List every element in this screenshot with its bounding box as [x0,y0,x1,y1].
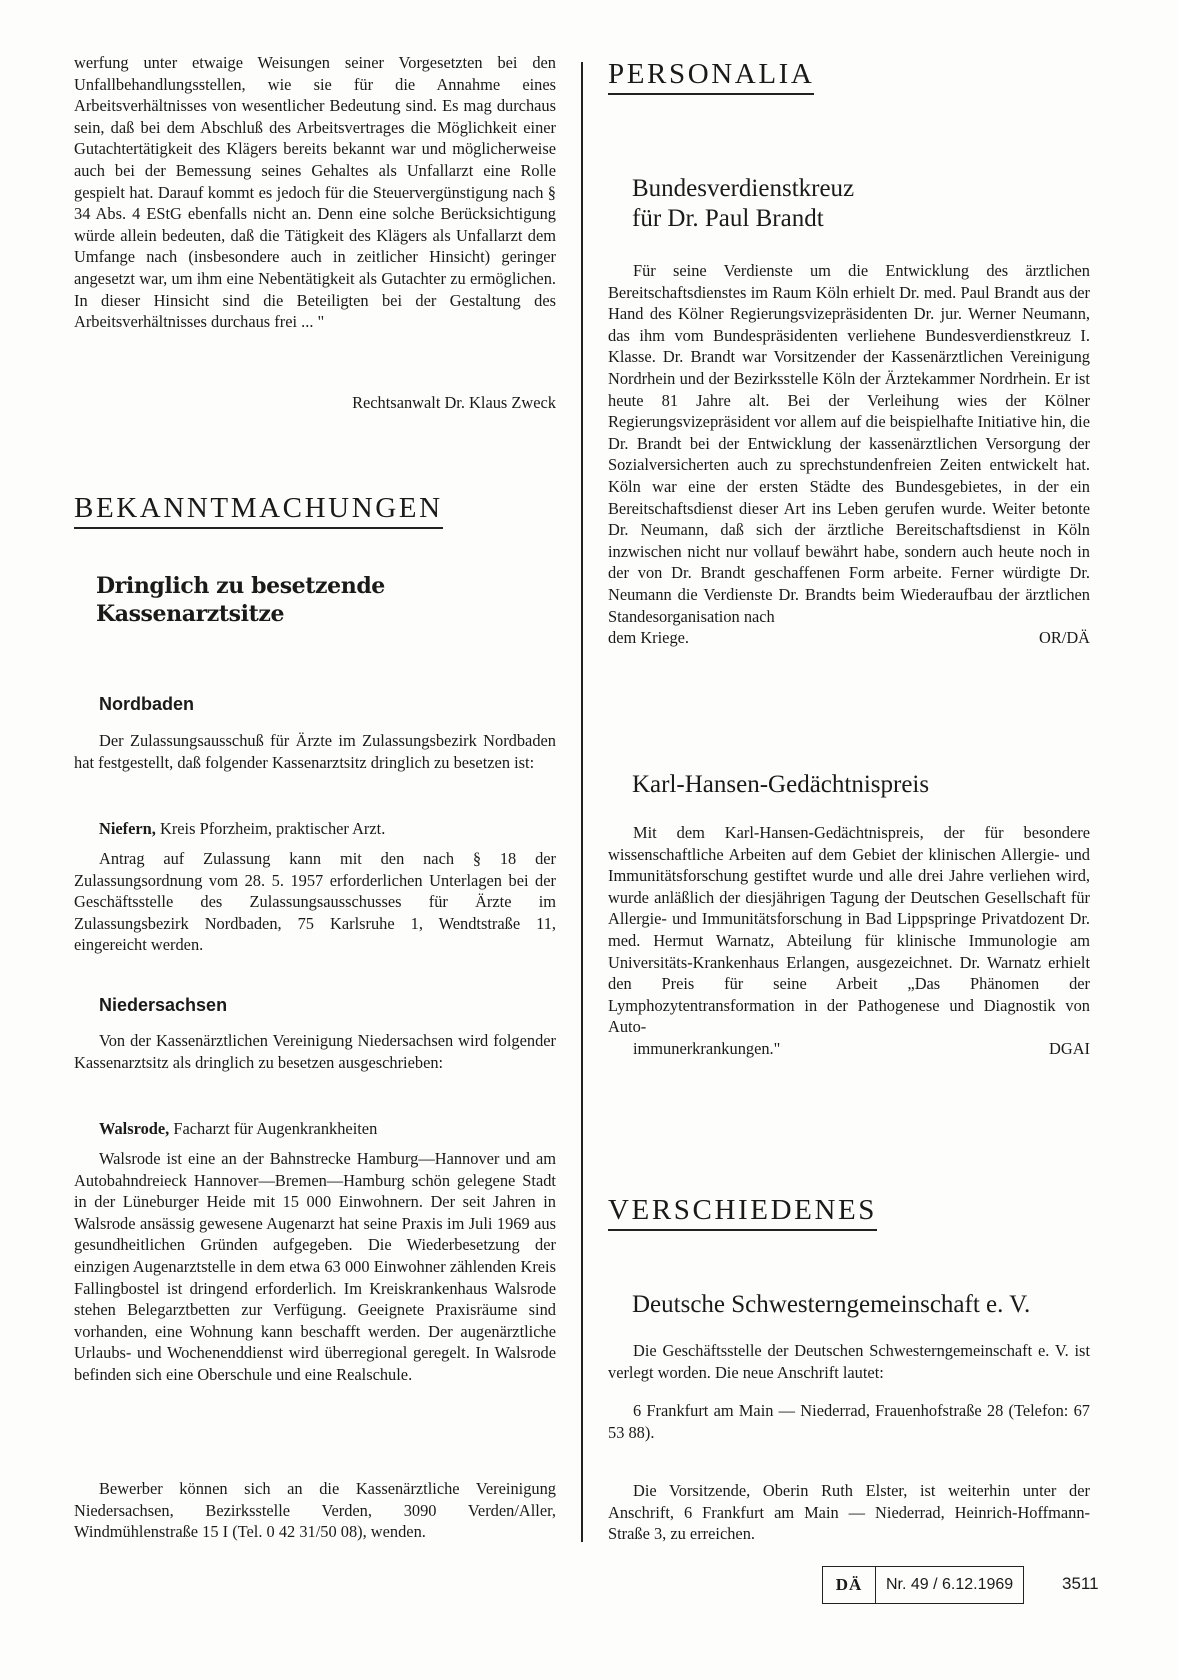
nordbaden-place-text: Kreis Pforzheim, praktischer Arzt. [155,819,386,838]
page-number: 3511 [1062,1574,1099,1593]
intro-paragraph: werfung unter etwaige Weisungen seiner Vorgesetzten bei den Unfallbehandlungsstellen, wie sie für die Annahme eines Arbeitsverhältnisses von wesentlicher Bedeutung sind. Es mag durchaus sein, daß bei dem Abschluß des Arbeitsvertrages die Möglichkeit einer Gutachtertätigkeit des Klägers bereits bekannt war und möglicherweise auch bei der Bemessung seines Gehaltes als Unfallarzt eine Rolle gespielt hat. Darauf kommt es jedoch für die Steuervergünstigung nach § 34 Abs. 4 EStG ebenfalls nicht an. Denn eine solche Berücksichtigung würde allein bedeuten, daß die Tätigkeit des Klägers als Unfallarzt dem Umfange nach (insbesondere auch in zeitlicher Hinsicht) geringer angesetzt war, um ihm eine Nebentätigkeit als Gutachter zu ermöglichen. In dieser Hinsicht sind die Beteiligten bei der Gestaltung des Arbeitsverhältnisses durchaus frei ... " [74,53,556,332]
brandt-source: OR/DÄ [1039,628,1090,648]
brandt-title [632,174,854,234]
brandt-title-line2: für Dr. Paul Brandt [632,205,824,232]
hansen-title: Karl-Hansen-Gedächtnispreis [632,771,930,798]
nordbaden-place [74,818,556,840]
niedersachsen-paragraph-3: Bewerber können sich an die Kassenärztliche Vereinigung Niedersachsen, Bezirksstelle Verden, 3090 Verden/Aller, Windmühlenstraße 15 I (Tel. 0 42 31/50 08), wenden. [74,1479,556,1542]
article-title-line2: Kassenarztsitze [96,601,285,627]
schwestern-address: 6 Frankfurt am Main — Niederrad, Frauenhofstraße 28 (Telefon: 67 53 88). [608,1401,1090,1442]
nordbaden-paragraph-1: Der Zulassungsausschuß für Ärzte im Zulassungsbezirk Nordbaden hat festgestellt, daß folgender Kassenarztsitz dringlich zu besetzen ist: [74,731,556,772]
nordbaden-paragraph-2: Antrag auf Zulassung kann mit den nach § 18 der Zulassungsordnung vom 28. 5. 1957 erforderlichen Unterlagen bei der Geschäftsstelle des Zulassungsausschusses für Ärzte im Zulassungsbezirk Nordbaden, 75 Karlsruhe 1, Wendtstraße 11, eingereicht werden. [74,849,556,955]
brandt-last-line: dem Kriege. [608,628,690,648]
article-title [96,572,385,628]
niedersachsen-place-bold: Walsrode, [99,1119,170,1138]
niedersachsen-place [74,1118,556,1140]
hansen-source: DGAI [1049,1038,1090,1058]
section-title-bekanntmachungen: BEKANNTMACHUNGEN [74,492,443,529]
article-title-line1: Dringlich zu besetzende [96,573,385,599]
author-signature: Rechtsanwalt Dr. Klaus Zweck [352,393,556,412]
brandt-title-line1: Bundesverdienstkreuz [632,175,855,202]
hansen-last-line: immunerkrankungen." [633,1038,781,1058]
schwestern-paragraph-1: Die Geschäftsstelle der Deutschen Schwesterngemeinschaft e. V. ist verlegt worden. Die neue Anschrift lautet: [608,1341,1090,1382]
hansen-body: Mit dem Karl-Hansen-Gedächtnispreis, der für besondere wissenschaftliche Arbeiten auf dem Gebiet der klinischen Allergie- und Immunitätsforschung gestiftet wurde und alle drei Jahre verliehen wird, wurde anläßlich der diesjährigen Tagung der Deutschen Gesellschaft für Allergie- und Immunitätsforschung in Bad Lippspringe Privatdozent Dr. med. Hermut Warnatz, Abteilung für klinische Immunologie am Universitäts-Krankenhaus Erlangen, ausgezeichnet. Dr. Warnatz erhielt den Preis für seine Arbeit „Das Phänomen der Lymphozytentransformation in der Pathogenese und Diagnostik von Auto- [608,823,1090,1037]
niedersachsen-paragraph-1: Von der Kassenärztlichen Vereinigung Niedersachsen wird folgender Kassenarztsitz als dringlich zu besetzen ausgeschrieben: [74,1031,556,1072]
section-title-verschiedenes: VERSCHIEDENES [608,1194,877,1231]
nordbaden-place-bold: Niefern, [99,819,156,838]
journal-logo: DÄ [823,1567,876,1603]
niedersachsen-place-text: Facharzt für Augenkrankheiten [169,1119,378,1138]
column-divider [581,62,583,1542]
subheading-niedersachsen: Niedersachsen [99,995,228,1015]
schwestern-title: Deutsche Schwesterngemeinschaft e. V. [632,1291,1031,1318]
brandt-body: Für seine Verdienste um die Entwicklung des ärztlichen Bereitschaftsdienstes im Raum Köln erhielt Dr. med. Paul Brandt aus der Hand des Kölner Regierungsvizepräsidenten Dr. jur. Werner Neumann, das ihm vom Bundespräsidenten verliehene Bundesverdienstkreuz I. Klasse. Dr. Brandt war Vorsitzender der Kassenärztlichen Vereinigung Nordrhein und der Bezirksstelle Köln der Ärztekammer Nordrhein. Er ist heute 81 Jahre alt. Bei der Verleihung wies der Kölner Regierungsvizepräsident vor allem auf die beispielhafte Initiative hin, die Dr. Brandt bei der Entwicklung der kassenärztlichen Versorgung der Sozialversicherten auch zu sprechstundenfreien Zeiten entwickelt hat. Köln war eine der ersten Städte des Bundesgebietes, in der ein Bereitschaftsdienst dieser Art ins Leben gerufen wurde. Weiter betonte Dr. Neumann, daß sich der ärztliche Bereitschaftsdienst in Köln inzwischen nicht nur vollauf bewährt habe, sondern auch heute noch in der von Dr. Brandt geschaffenen Form arbeite. Ferner würdigte Dr. Neumann die Verdienste Dr. Brandts beim Wiederaufbau der ärztlichen Standesorganisation nach [608,261,1090,626]
issue-number: Nr. 49 / 6.12.1969 [886,1576,1014,1593]
issue-footer [822,1566,1024,1604]
subheading-nordbaden: Nordbaden [99,694,195,714]
hansen-closing-line [608,1038,1090,1060]
section-title-personalia: PERSONALIA [608,58,814,95]
schwestern-paragraph-2: Die Vorsitzende, Oberin Ruth Elster, ist weiterhin unter der Anschrift, 6 Frankfurt am Main — Niederrad, Heinrich-Hoffmann-Straße 3, zu erreichen. [608,1481,1090,1544]
niedersachsen-paragraph-2: Walsrode ist eine an der Bahnstrecke Hamburg—Hannover und am Autobahndreieck Hannover—Bremen—Hamburg schön gelegene Stadt in der Lüneburger Heide mit 15 000 Einwohnern. Der seit Jahren in Walsrode ansässig gewesene Augenarzt hat seine Praxis im Juli 1969 aus gesundheitlichen Gründen aufgegeben. Die Wiederbesetzung der einzigen Augenarztstelle in dem etwa 63 000 Einwohner zählenden Kreis Fallingbostel ist dringend erforderlich. Im Kreiskrankenhaus Walsrode stehen Belegarztbetten zur Verfügung. Geeignete Praxisräume sind vorhanden, eine Wohnung kann beschafft werden. Der augenärztliche Urlaubs- und Wochenenddienst wird überregional geregelt. In Walsrode befinden sich eine Oberschule und eine Realschule. [74,1149,556,1384]
brandt-closing-line [608,627,1090,649]
